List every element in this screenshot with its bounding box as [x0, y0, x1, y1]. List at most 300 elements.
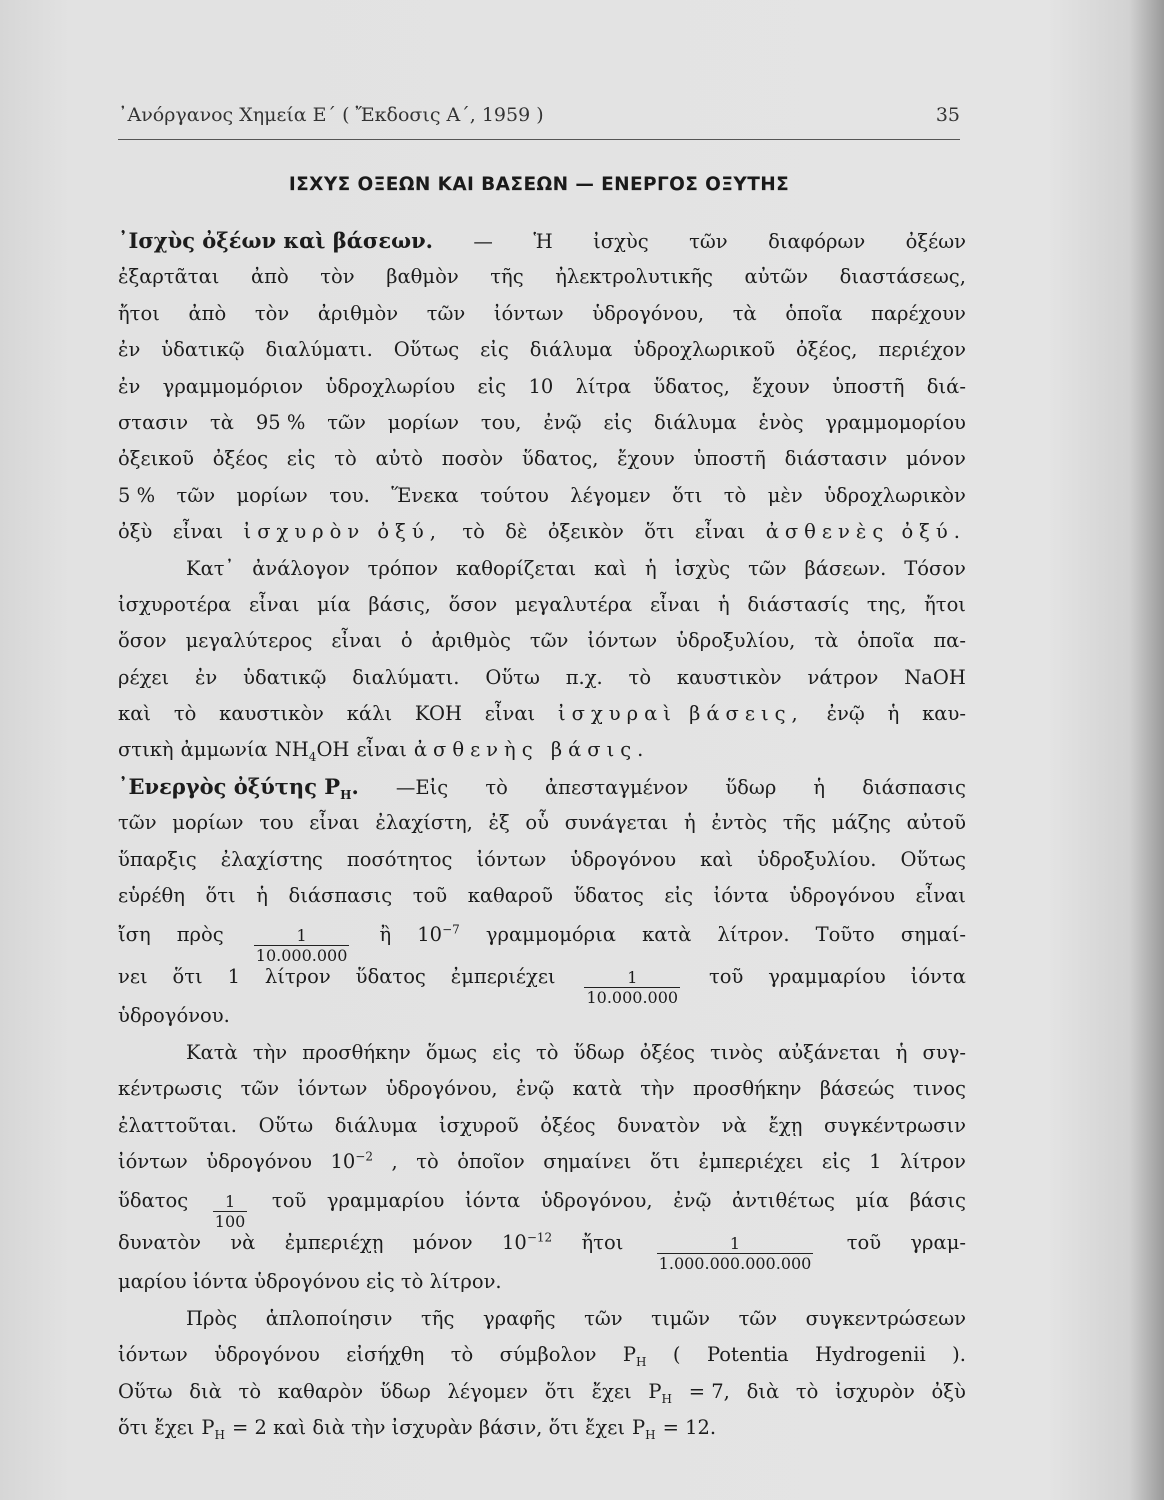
- word: εἰς: [603, 410, 633, 434]
- word: πρὸς: [176, 923, 224, 947]
- word: μόνον: [906, 447, 966, 471]
- word: εἶναι: [649, 592, 701, 616]
- word: νὰ: [230, 1231, 256, 1255]
- word: ἐλαττοῦται.: [118, 1113, 237, 1137]
- word: τῶν: [426, 301, 466, 325]
- word: ἐν: [194, 665, 218, 689]
- word: εἰς: [821, 1149, 851, 1173]
- word: ποσὸν: [441, 447, 504, 471]
- word: εἶναι: [172, 520, 224, 544]
- word: καυ-: [922, 702, 966, 726]
- word: δυνατὸν: [617, 1113, 701, 1137]
- word: τὸ: [795, 1379, 819, 1403]
- word: σύμβολον: [499, 1343, 597, 1367]
- word: γραμμαρίου: [768, 965, 886, 989]
- word: ἐνῷ: [543, 410, 582, 434]
- word: πα-: [933, 629, 966, 653]
- word: εἶναι: [484, 702, 536, 726]
- word: ἢ: [379, 923, 392, 947]
- word: ἰσχυροῦ: [438, 1113, 519, 1137]
- word: KOH: [414, 702, 462, 726]
- word: ).: [952, 1343, 966, 1367]
- word: τὸ: [416, 1149, 439, 1173]
- word: ὑδροξυλίου,: [676, 629, 796, 653]
- word: ὑδροχλωρικοῦ: [633, 338, 776, 362]
- word: ὑδρογόνου,: [540, 1189, 653, 1213]
- text-line: [118, 587, 966, 623]
- word: Τοῦτο: [815, 923, 875, 947]
- word: ἐνῷ: [515, 1077, 555, 1101]
- header-rule: [118, 139, 960, 140]
- word: ὑδροξυλίου.: [757, 847, 877, 871]
- word: ἀπεσταγμένον: [544, 775, 689, 799]
- word: τὰ: [814, 629, 839, 653]
- word: ἐμπεριέχει: [450, 965, 556, 989]
- word: νὰ: [721, 1113, 747, 1137]
- word: ὀξέος: [212, 447, 269, 471]
- word: μία: [855, 1189, 889, 1213]
- word: τοῦ: [846, 1231, 882, 1255]
- word: Κατὰ: [186, 1040, 238, 1064]
- word: τινὸς: [710, 1040, 764, 1064]
- text-line: [118, 1071, 966, 1107]
- word: διάλυμα: [529, 338, 613, 362]
- word: Κατ᾽: [186, 556, 235, 580]
- text-line: [118, 914, 966, 966]
- word: ἡ: [813, 775, 826, 799]
- text-line: [118, 1374, 966, 1410]
- word: ἔχουν: [752, 374, 810, 398]
- word: σημαίνει: [543, 1149, 632, 1173]
- text-line: [118, 1410, 966, 1446]
- word: ἰσχυρὸν: [835, 1379, 915, 1403]
- word: ὕδωρ: [379, 1379, 431, 1403]
- word: τὸ: [462, 520, 485, 544]
- word: 5 %: [118, 483, 156, 507]
- word: τῆς: [490, 265, 524, 289]
- word: 1: [869, 1149, 882, 1173]
- word: νάτρον: [807, 665, 879, 689]
- spaced-term-strong-bases: ἰσχυραὶ βάσεις,: [558, 702, 804, 726]
- word: ἀπὸ: [188, 301, 227, 325]
- paragraph-heading: ᾽Ενεργὸς ὀξύτης $P_H$.: [118, 773, 359, 803]
- word: ὅτι ἔχει: [118, 1415, 195, 1439]
- text-line: [118, 1264, 966, 1300]
- word: συνάγεται: [564, 811, 669, 835]
- fraction: $\frac{1}{1.000.000.000.000}$: [658, 1234, 812, 1274]
- word: ἡ: [887, 702, 900, 726]
- word: ἔχουν: [617, 447, 675, 471]
- word: συγκεντρώσεων: [805, 1306, 966, 1330]
- spaced-term-weak-acid: ἀσθενὲς ὀξύ.: [765, 520, 966, 544]
- word: ὑδατικῷ: [161, 338, 245, 362]
- word: μορίων: [236, 483, 308, 507]
- word: λέγομεν: [570, 483, 651, 507]
- word: γραμμομορίου: [825, 410, 966, 434]
- ph-symbol: $P_H$: [648, 1379, 672, 1406]
- word: καθαρὸν: [277, 1379, 364, 1403]
- word: ἐντὸς: [711, 811, 768, 835]
- text-line: [118, 332, 966, 368]
- word: ἠλεκτρολυτικῆς: [555, 265, 713, 289]
- text-line: [118, 1222, 966, 1274]
- word: καθαροῦ: [467, 884, 554, 908]
- word: κέντρωσις: [118, 1077, 223, 1101]
- word: Τόσον: [904, 556, 966, 580]
- section-title: ΙΣΧΥΣ ΟΞΕΩΝ ΚΑΙ ΒΑΣΕΩΝ — ΕΝΕΡΓΟΣ ΟΞΥΤΗΣ: [288, 174, 790, 195]
- word: καὶ: [118, 702, 152, 726]
- word: προσθήκην: [692, 1077, 802, 1101]
- word: λίτρα: [575, 374, 632, 398]
- word: Potentia: [706, 1343, 789, 1367]
- word: ἡ: [895, 1040, 908, 1064]
- word: αὐτῶν: [744, 265, 809, 289]
- word: ἤτοι: [118, 301, 160, 325]
- word: = 12.: [662, 1415, 717, 1439]
- word: ποσότητος: [346, 847, 453, 871]
- word: μορίων: [387, 410, 459, 434]
- spaced-term-weak-base: ἀσθενὴς βάσις.: [413, 738, 650, 762]
- word: εἰς: [286, 447, 316, 471]
- word: οὗ: [525, 811, 550, 835]
- word: ὑποστῆ: [693, 447, 766, 471]
- word: τιμῶν: [651, 1306, 711, 1330]
- word: Οὕτω: [485, 665, 540, 689]
- word: ἐμπεριέχει: [698, 1149, 804, 1173]
- text-line: [118, 623, 966, 659]
- text-line: [118, 514, 966, 550]
- word: ἡ: [718, 592, 730, 616]
- word: λίτρον.: [717, 923, 790, 947]
- word: ἡ: [645, 556, 657, 580]
- word: εἰς: [664, 884, 693, 908]
- word: βάσεώς: [819, 1077, 895, 1101]
- fraction: $\frac{1}{100}$: [214, 1192, 246, 1232]
- text-line: [118, 441, 966, 477]
- word: ὁποῖον: [457, 1149, 525, 1173]
- word: ἀμμωνία: [180, 738, 268, 762]
- word: κατὰ: [572, 1077, 622, 1101]
- word: τούτου: [480, 483, 549, 507]
- text-line: [118, 478, 966, 514]
- word: εἰς: [480, 338, 509, 362]
- word: Οὕτω: [118, 1379, 173, 1403]
- word: βάσις,: [368, 592, 431, 616]
- word: παρέχουν: [871, 301, 966, 325]
- word: ἐξ: [488, 811, 510, 835]
- word: ὅμως: [425, 1040, 478, 1064]
- word: τῆς: [421, 1306, 455, 1330]
- word: ὑδρογόνου,: [385, 1077, 498, 1101]
- word: διάσπασις: [288, 884, 393, 908]
- word: ὀξέος: [540, 1113, 596, 1137]
- word: μὲν: [767, 483, 803, 507]
- word: ὑδρογόνου: [214, 1343, 320, 1367]
- word: ὕδατος: [573, 884, 644, 908]
- word: τὰ: [209, 410, 234, 434]
- word: 1: [227, 965, 240, 989]
- word: τὸ: [450, 1343, 474, 1367]
- word: λίτρον: [899, 1149, 966, 1173]
- word: ἐνῷ: [673, 1189, 712, 1213]
- body-text: [118, 223, 966, 1446]
- word: ὀξεικὸν: [547, 520, 624, 544]
- word: εἶναι: [309, 811, 360, 835]
- word: τὸν: [254, 301, 290, 325]
- word: π.χ.: [565, 665, 603, 689]
- word: αὐτὸ: [375, 447, 424, 471]
- word: ὑποστῆ: [832, 374, 905, 398]
- word: τῶν: [689, 230, 728, 253]
- text-line: [118, 696, 966, 732]
- word: ὅτι: [172, 965, 203, 989]
- word: διαστάσεως,: [839, 265, 966, 289]
- word: διαλύματι.: [265, 338, 373, 362]
- word: στασιν: [118, 410, 189, 434]
- word: Οὕτως: [393, 338, 460, 362]
- word: ἰόντων: [493, 301, 564, 325]
- word: ἐξαρτᾶται: [118, 265, 220, 289]
- word: μεγαλυτέρα: [514, 592, 633, 616]
- word: ἰόντα: [464, 1189, 521, 1213]
- word: ἐλαχίστη,: [375, 811, 473, 835]
- text-line: [118, 405, 966, 441]
- word: Οὕτως: [900, 847, 966, 871]
- word: ἀριθμὸν: [317, 301, 399, 325]
- paragraph-heading: ᾽Ισχὺς ὀξέων καὶ βάσεων.: [118, 228, 433, 253]
- word: τὸ: [238, 1379, 262, 1403]
- word: καὶ: [700, 847, 734, 871]
- word: ὀξεικοῦ: [118, 447, 195, 471]
- word: ὅτι: [544, 1379, 575, 1403]
- word: αὐξάνεται: [778, 1040, 881, 1064]
- word: διαφόρων: [768, 230, 866, 253]
- word: εἶναι: [331, 629, 382, 653]
- word: γραμμαρίου: [326, 1189, 445, 1213]
- word: Ἡ: [533, 230, 553, 253]
- word: ἰόντων: [118, 1343, 188, 1367]
- text-line: [118, 551, 966, 587]
- word: τοῦ: [708, 965, 744, 989]
- word: ὀξέων: [905, 230, 966, 253]
- text-line: [118, 878, 966, 914]
- word: ὅτι: [649, 1149, 681, 1173]
- power: $10^{-2}$: [330, 1149, 373, 1173]
- word: (: [672, 1343, 681, 1367]
- word: ἤτοι: [581, 1231, 624, 1255]
- word: τρόπον: [367, 556, 439, 580]
- word: εἰς: [492, 1040, 521, 1064]
- word: τῆς: [782, 811, 817, 835]
- word: ἰόντων: [587, 629, 658, 653]
- word: ρέχει: [118, 665, 170, 689]
- word: κάλι: [346, 702, 393, 726]
- word: γραμμομόρια: [485, 923, 616, 947]
- word: στικὴ: [118, 738, 174, 762]
- word: ὁποῖα: [785, 301, 843, 325]
- word: ὁποῖα: [857, 629, 915, 653]
- text-line: [118, 732, 966, 768]
- word: τῶν: [327, 410, 366, 434]
- word: ὀξέος: [639, 1040, 695, 1064]
- word: τὸ: [485, 775, 508, 799]
- word: ἰσχὺς: [674, 556, 731, 580]
- word: τὴν: [252, 1040, 288, 1064]
- running-header: [118, 104, 960, 132]
- word: —: [473, 230, 493, 253]
- word: τῶν: [118, 811, 157, 835]
- word: ὑδρογόνου: [570, 847, 677, 871]
- word: διάλυμα: [654, 410, 737, 434]
- word: ὑδρογόνου: [789, 884, 895, 908]
- word: διάστασίς: [747, 592, 850, 616]
- word: 10: [528, 374, 554, 398]
- word: ἐν: [118, 338, 141, 362]
- word: ὅτι: [644, 520, 675, 544]
- word: ὕπαρξις: [118, 847, 197, 871]
- word: ὑδροχλωρικὸν: [824, 483, 966, 507]
- word: τινος: [912, 1077, 966, 1101]
- text-line: [118, 1108, 966, 1144]
- word: τὸ: [334, 447, 357, 471]
- word: ὅτι: [672, 483, 703, 507]
- word: ἐν: [118, 374, 141, 398]
- fraction: $\frac{1}{10.000.000}$: [586, 968, 679, 1008]
- word: τοῦ: [271, 1189, 307, 1213]
- word: Οὕτω: [258, 1113, 314, 1137]
- word: ἔχῃ: [768, 1113, 803, 1137]
- word: 95 %: [255, 410, 306, 434]
- word: ὅσον: [448, 592, 498, 616]
- word: διάσπασις: [862, 775, 966, 799]
- word: ἀπὸ: [250, 265, 289, 289]
- word: ἀντιθέτως: [732, 1189, 835, 1213]
- word: περιέχον: [878, 338, 966, 362]
- word: μαρίου ἰόντα ὑδρογόνου εἰς τὸ λίτρον.: [118, 1270, 502, 1294]
- word: τὸ: [173, 702, 197, 726]
- word: καὶ: [594, 556, 628, 580]
- word: βάσεων.: [804, 556, 887, 580]
- word: βαθμὸν: [386, 265, 459, 289]
- word: ἴση: [118, 923, 151, 947]
- word: εἶναι: [694, 520, 746, 544]
- word: συγ-: [922, 1040, 966, 1064]
- word: ἐνῷ: [826, 702, 865, 726]
- word: —Εἰς: [395, 775, 449, 799]
- word: ὑδρογόνου,: [592, 301, 705, 325]
- formula-nh4oh: $NH_4OH$: [274, 738, 350, 765]
- spaced-term-strong-acid: ἰσχυρὸν ὀξύ,: [243, 520, 442, 544]
- word: ἡ: [256, 884, 268, 908]
- word: δὲ: [505, 520, 528, 544]
- word: του: [259, 811, 294, 835]
- word: προσθήκην: [302, 1040, 411, 1064]
- word: ἐλαχίστης: [220, 847, 323, 871]
- word: τῶν: [748, 556, 787, 580]
- word: αὐτοῦ: [906, 811, 966, 835]
- ph-symbol: $P_H$: [631, 1415, 656, 1442]
- word: Ἕνεκα: [391, 483, 459, 507]
- word: ὕδωρ: [725, 775, 777, 799]
- word: ἤτοι: [924, 592, 966, 616]
- word: ὑδροχλωρίου: [325, 374, 456, 398]
- text-line: [118, 1180, 966, 1232]
- word: συγκέντρωσιν: [824, 1113, 966, 1137]
- word: του,: [480, 410, 522, 434]
- word: μόνον: [412, 1231, 473, 1255]
- word: εἰς: [477, 374, 507, 398]
- text-line: [118, 769, 966, 805]
- text-line: [118, 805, 966, 841]
- word: ὅσον: [118, 629, 167, 653]
- word: εἰσήχθη: [346, 1343, 425, 1367]
- text-line: [118, 1337, 966, 1373]
- word: ὁ: [400, 629, 413, 653]
- text-line: [118, 1301, 966, 1337]
- ph-symbol: $P_H$: [622, 1343, 647, 1370]
- word: μεγαλύτερος: [185, 629, 313, 653]
- word: = 2 καὶ διὰ τὴν ἰσχυρὰν βάσιν, ὅτι ἔχει: [232, 1415, 625, 1439]
- word: λίτρον: [264, 965, 331, 989]
- word: διὰ: [189, 1379, 222, 1403]
- text-line: [118, 369, 966, 405]
- word: ἰόντα: [910, 965, 966, 989]
- word: ἰόντων: [118, 1149, 188, 1173]
- word: ἰόντων: [476, 847, 547, 871]
- text-line: [118, 223, 966, 259]
- word: σημαί-: [900, 923, 966, 947]
- ph-symbol: $P_H$: [201, 1415, 225, 1442]
- word: ὕδατος,: [653, 374, 730, 398]
- word: τῶν: [176, 483, 216, 507]
- word: διά-: [926, 374, 966, 398]
- running-title: ᾽Ανόργανος Χημεία Ε΄ ( Ἔκδοσις Α΄, 1959 ): [118, 104, 544, 126]
- word: τῶν: [584, 1306, 623, 1330]
- word: μάζης: [831, 811, 891, 835]
- word: γραμ-: [910, 1231, 966, 1255]
- text-line: [118, 296, 966, 332]
- word: τὰ: [732, 301, 757, 325]
- word: καθορίζεται: [455, 556, 577, 580]
- word: διάστασιν: [784, 447, 888, 471]
- word: ὕδωρ: [573, 1040, 625, 1064]
- word: διὰ: [746, 1379, 780, 1403]
- word: ἰσχὺς: [593, 230, 649, 253]
- word: Πρὸς: [186, 1306, 238, 1330]
- word: του.: [329, 483, 370, 507]
- word: βάσις: [909, 1189, 966, 1213]
- word: Hydrogenii: [815, 1343, 926, 1367]
- word: NaOH: [904, 665, 966, 689]
- word: ἁπλοποίησιν: [265, 1306, 393, 1330]
- word: τὸν: [320, 265, 355, 289]
- text-line: [118, 1144, 966, 1180]
- text-line: [118, 259, 966, 295]
- word: καυστικὸν: [219, 702, 324, 726]
- word: ὀξέος,: [796, 338, 858, 362]
- word: νει: [118, 965, 148, 989]
- word: ἰόντων: [297, 1077, 368, 1101]
- page-number: 35: [935, 104, 960, 126]
- word: τὴν: [640, 1077, 675, 1101]
- word: ἀνάλογον: [252, 556, 350, 580]
- word: ,: [391, 1149, 398, 1173]
- word: ἐμπεριέχῃ: [284, 1231, 384, 1255]
- word: τῶν: [738, 1306, 778, 1330]
- power: $10^{-7}$: [417, 922, 460, 947]
- word: γραφῆς: [482, 1306, 556, 1330]
- word: ὑδατικῷ: [243, 665, 327, 689]
